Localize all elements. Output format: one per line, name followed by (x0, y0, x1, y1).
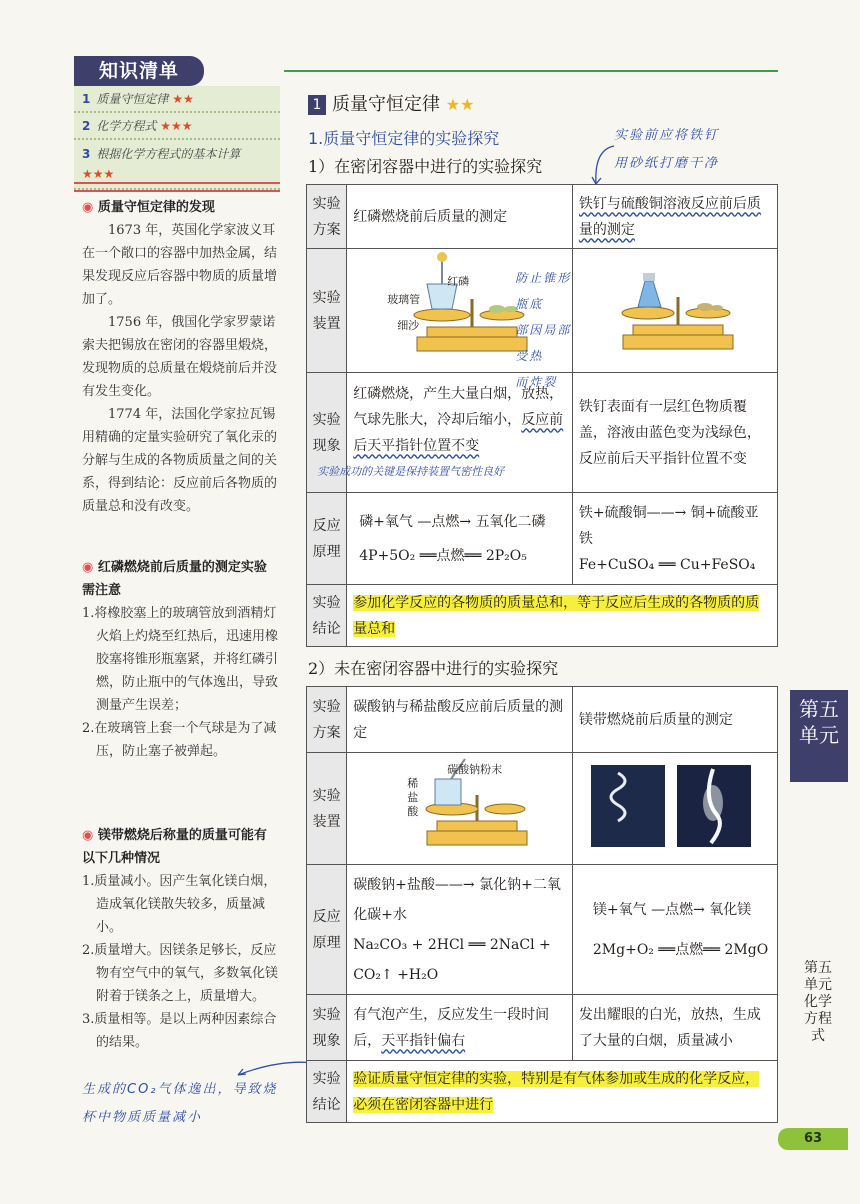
table-cell: 红磷燃烧前后质量的测定 (347, 185, 573, 249)
page-number: 63 (778, 1128, 848, 1150)
mg-notes (82, 824, 278, 1054)
discovery-block (82, 196, 278, 518)
equation-word: 镁+氧气 —点燃→ 氧化镁 (592, 901, 752, 918)
apparatus-label: 稀盐酸 (407, 777, 419, 818)
phosphorus-notes (82, 556, 278, 763)
phosphorus-heading: ◉ 红磷燃烧前后质量的测定实验需注意 (82, 560, 267, 598)
row-label: 实验结论 (307, 585, 347, 647)
equation-formula: 4P+5O₂ ══点燃══ 2P₂O₅ (359, 547, 527, 564)
list-item: 3.质量相等。是以上两种因素综合的结果。 (82, 1012, 277, 1050)
unit-tab: 第五单元 (790, 690, 848, 782)
equation-formula: Fe+CuSO₄ ══ Cu+FeSO₄ (578, 556, 756, 573)
magnesium-burning-photo (573, 753, 769, 855)
list-item: 2.在玻璃管上套一个气球是为了减压，防止塞子被弹起。 (82, 721, 277, 759)
divider (284, 70, 778, 72)
table-cell (347, 865, 573, 995)
table-cell: 碳酸钠与稀盐酸反应前后质量的测定 (347, 687, 573, 753)
unit-side-label: 第五单元 化学方程式 (804, 960, 832, 1044)
knowledge-list-title: 知识清单 (74, 56, 204, 86)
arrow-icon (588, 140, 618, 190)
apparatus-label: 红磷 (447, 275, 470, 288)
list-item: 1 质量守恒定律 ★★ (74, 86, 280, 113)
section-title: 1 质量守恒定律 ★★ (308, 90, 474, 116)
paragraph: 1756 年，俄国化学家罗蒙诺索夫把锡放在密闭的容器里煅烧，发现物质的总质量在煅烧前后并没有发生变化。 (82, 315, 278, 399)
table-cell: 红磷燃烧，产生大量白烟，放热，气球先胀大，冷却后缩小，反应前后天平指针位置不变 实验成功的关键是保持装置气密性良好 (347, 373, 573, 493)
table-cell: 发出耀眼的白光，放热，生成了大量的白烟，质量减小 (572, 995, 777, 1061)
equation-word: 磷+氧气 —点燃→ 五氧化二磷 (359, 513, 546, 530)
table-cell (347, 493, 573, 585)
list-item: 2.质量增大。因镁条足够长，反应物有空气中的氧气，多数氧化镁附着于镁条之上，质量增大。 (82, 943, 279, 1004)
divider (74, 182, 280, 192)
table-cell: 铁钉与硫酸铜溶液反应前后质量的测定 (572, 185, 777, 249)
subsection-title: 1.质量守恒定律的实验探究 (308, 129, 500, 148)
conclusion-cell: 参加化学反应的各物质的质量总和，等于反应后生成的各物质的质量总和 (347, 585, 778, 647)
row-label: 反应原理 (307, 865, 347, 995)
knowledge-list (74, 86, 280, 190)
mg-heading: ◉ 镁带燃烧后称量的质量可能有以下几种情况 (82, 828, 267, 866)
conclusion-cell: 验证质量守恒定律的实验，特别是有气体参加或生成的化学反应，必须在密闭容器中进行 (347, 1061, 778, 1123)
handwritten-note: 防止锥形瓶底 部因局部受热 而炸裂 (515, 271, 572, 389)
apparatus-cell (572, 249, 777, 373)
handwritten-note: 实验成功的关键是保持装置气密性良好 (317, 464, 505, 478)
row-label: 实验装置 (307, 249, 347, 373)
equation-formula: 2Mg+O₂ ══点燃══ 2MgO (592, 941, 769, 958)
row-label: 实验方案 (307, 185, 347, 249)
table-cell (572, 865, 777, 995)
row-label: 反应原理 (307, 493, 347, 585)
equation-formula: Na₂CO₃ + 2HCl ══ 2NaCl + CO₂↑ +H₂O (353, 936, 551, 983)
equation-word: 碳酸钠+盐酸——→ 氯化钠+二氧化碳+水 (353, 876, 561, 923)
subsection-title: 2）未在密闭容器中进行的实验探究 (308, 659, 559, 678)
discovery-heading: ◉ 质量守恒定律的发现 (82, 200, 215, 215)
table-cell (572, 493, 777, 585)
balance-flask-icon (573, 249, 769, 363)
subsection-title: 1）在密闭容器中进行的实验探究 (308, 157, 543, 176)
table-cell: 镁带燃烧前后质量的测定 (572, 687, 777, 753)
handwritten-note: 用砂纸打磨干净 (614, 156, 720, 171)
row-label: 实验方案 (307, 687, 347, 753)
table-cell: 铁钉表面有一层红色物质覆盖，溶液由蓝色变为浅绿色，反应前后天平指针位置不变 (572, 373, 777, 493)
experiment-table-open (306, 686, 778, 1123)
handwritten-note: 生成的CO₂气体逸出，导致烧杯中物质质量减小 (82, 1082, 278, 1125)
apparatus-label: 玻璃管 (387, 293, 421, 306)
list-item: 1.将橡胶塞上的玻璃管放到酒精灯火焰上灼烧至红热后，迅速用橡胶塞将锥形瓶塞紧，并将红磷引燃，防止瓶中的气体逸出，导致测量产生误差； (82, 606, 279, 713)
apparatus-label: 细沙 (397, 319, 420, 332)
handwritten-note: 实验前应将铁钉 (614, 128, 720, 143)
equation-word: 铁+硫酸铜——→ 铜+硫酸亚铁 (578, 504, 759, 547)
apparatus-cell (347, 753, 573, 865)
table-cell: 有气泡产生，反应发生一段时间后，天平指针偏右 (347, 995, 573, 1061)
experiment-table-sealed (306, 184, 778, 647)
list-item: 3 根据化学方程式的基本计算 ★★★ (74, 140, 280, 190)
apparatus-cell (572, 753, 777, 865)
row-label: 实验现象 (307, 373, 347, 493)
row-label: 实验结论 (307, 1061, 347, 1123)
paragraph: 1774 年，法国化学家拉瓦锡用精确的定量实验研究了氧化汞的分解与生成的各物质质量之间的关系，得到结论：反应前后各物质的质量总和没有改变。 (82, 407, 278, 514)
apparatus-label: 碳酸钠粉末 (447, 763, 503, 776)
list-item: 1.质量减小。因产生氧化镁白烟，造成氧化镁散失较多，质量减小。 (82, 874, 277, 935)
list-item: 2 化学方程式 ★★★ (74, 113, 280, 140)
apparatus-cell (347, 249, 573, 389)
row-label: 实验现象 (307, 995, 347, 1061)
paragraph: 1673 年，英国化学家波义耳在一个敞口的容器中加热金属，结果发现反应后容器中物质的质量增加了。 (82, 223, 278, 307)
row-label: 实验装置 (307, 753, 347, 865)
